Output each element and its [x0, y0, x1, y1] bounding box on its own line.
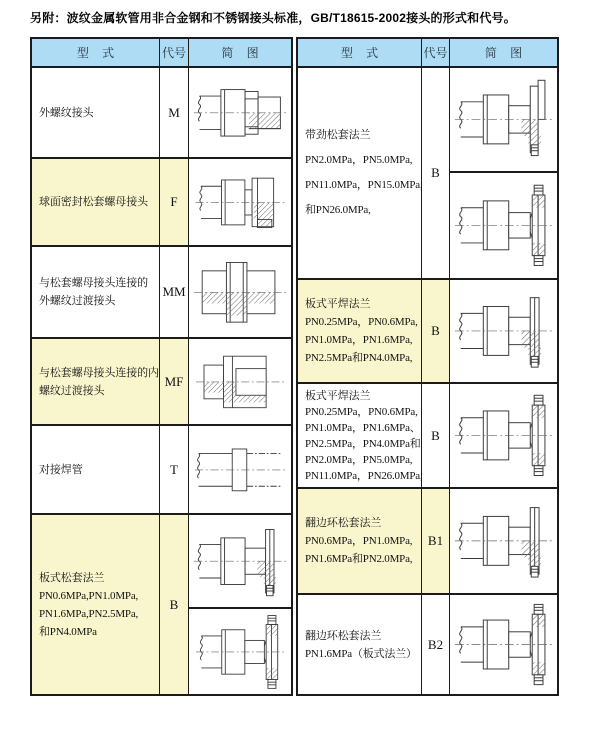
diagram-cell	[189, 247, 291, 337]
pn-rating: PN0.6MPa,PN1.0MPa,	[39, 589, 139, 602]
hose-neck-flange-diagram	[452, 71, 555, 168]
diagram-cell	[189, 515, 291, 694]
left-header-row	[32, 39, 291, 66]
hose-male-thread-diagram	[191, 71, 289, 155]
type-cell	[32, 515, 160, 694]
table-row	[298, 278, 557, 382]
code-cell: B2	[422, 595, 450, 694]
diagram-cell	[450, 489, 557, 593]
code-cell: B	[160, 515, 189, 694]
diagram-cell	[450, 68, 557, 278]
butt-weld-pipe-diagram	[191, 429, 289, 511]
left-table-body	[32, 66, 291, 694]
pn-rating: PN11.0MPa，PN26.0MPa,	[305, 469, 423, 482]
code-cell: T	[160, 426, 189, 513]
diagram-cell	[189, 426, 291, 513]
diagram-sub-cell	[450, 68, 557, 171]
diagram-sub-cell	[189, 607, 291, 694]
diagram-sub-cell	[450, 384, 557, 487]
diagram-cell	[189, 339, 291, 424]
type-cell	[32, 247, 160, 337]
header-cell-code: 代号	[422, 39, 450, 66]
code-cell: B	[422, 68, 450, 278]
diagram-sub-cell	[450, 171, 557, 278]
code-cell: M	[160, 68, 189, 157]
diagram-sub-cell	[450, 489, 557, 593]
fitting-name: 外螺纹过渡接头	[39, 295, 116, 307]
table-row	[298, 487, 557, 593]
diagram-cell	[189, 159, 291, 245]
pn-rating: PN2.5MPa，PN4.0MPa和	[305, 437, 421, 450]
code-cell: B1	[422, 489, 450, 593]
code-cell: MF	[160, 339, 189, 424]
hose-flange-section-diagram	[191, 612, 289, 692]
table-row	[32, 424, 291, 513]
hose-plate-flange-diagram	[452, 283, 555, 379]
type-cell	[298, 68, 422, 278]
pn-rating: PN0.6MPa，PN1.0MPa,	[305, 535, 413, 547]
fitting-name: 板式平焊法兰	[305, 298, 371, 310]
right-table-body	[298, 66, 557, 694]
hose-flange-section-diagram	[452, 598, 555, 691]
type-cell	[32, 339, 160, 424]
diagram-sub-cell	[189, 339, 291, 424]
diagram-sub-cell	[189, 247, 291, 337]
adapter-male-female-diagram	[191, 342, 289, 422]
table-row	[32, 337, 291, 424]
hose-flange-section-diagram	[452, 176, 555, 275]
pn-rating: PN0.25MPa，PN0.6MPa,	[305, 405, 418, 418]
right-table	[296, 37, 559, 696]
left-table	[30, 37, 293, 696]
diagram-sub-cell	[450, 595, 557, 694]
header-cell-diagram: 简 图	[221, 46, 259, 60]
diagram-cell	[450, 384, 557, 487]
fitting-name: 与松套螺母接头连接的内	[39, 366, 159, 379]
type-cell	[298, 384, 422, 487]
fitting-name: 翻边环松套法兰	[305, 517, 382, 529]
pn-rating: 和PN4.0MPa	[39, 625, 97, 638]
fitting-name: 对接焊管	[39, 463, 83, 476]
table-row	[32, 513, 291, 694]
code-cell: F	[160, 159, 189, 245]
fitting-name: 与松套螺母接头连接的	[39, 277, 148, 289]
fitting-name: 带劲松套法兰	[305, 129, 371, 141]
fittings-table	[30, 37, 559, 696]
fitting-name: 翻边环松套法兰	[305, 629, 382, 642]
page-title: 另附：波纹金属软管用非合金钢和不锈钢接头标准，GB/T18615-2002接头的形式和代号。	[30, 11, 516, 25]
fitting-name: 板式松套法兰	[39, 571, 105, 584]
pn-rating: PN2.0MPa，PN5.0MPa,	[305, 453, 413, 466]
pn-rating: 和PN26.0MPa,	[305, 204, 371, 216]
hose-union-nut-diagram	[191, 162, 289, 243]
fitting-name: 球面密封松套螺母接头	[39, 196, 148, 208]
table-row	[298, 66, 557, 278]
pn-rating: PN0.25MPa，PN0.6MPa,	[305, 316, 418, 328]
code-cell: MM	[160, 247, 189, 337]
fitting-name: 螺纹过渡接头	[39, 384, 105, 397]
header-cell-type: 型 式	[32, 39, 160, 66]
hose-flange-section-diagram	[452, 387, 555, 484]
type-cell	[298, 489, 422, 593]
nipple-double-male-diagram	[191, 250, 289, 335]
table-row	[298, 593, 557, 694]
hose-plate-flange-diagram	[452, 492, 555, 590]
type-cell	[298, 595, 422, 694]
diagram-cell	[189, 68, 291, 157]
diagram-cell	[450, 280, 557, 382]
pn-rating: PN1.6MPa（板式法兰）	[305, 647, 417, 660]
pn-rating: PN1.6MPa和PN2.0MPa,	[305, 553, 413, 565]
table-row	[32, 157, 291, 245]
right-header-row	[298, 39, 557, 66]
type-cell	[32, 426, 160, 513]
pn-rating: PN2.5MPa和PN4.0MPa,	[305, 352, 413, 364]
diagram-sub-cell	[189, 515, 291, 607]
table-row	[32, 66, 291, 157]
header-cell-diagram: 简 图	[484, 46, 523, 60]
fitting-name: 板式平焊法兰	[305, 389, 371, 402]
diagram-sub-cell	[189, 426, 291, 513]
diagram-sub-cell	[189, 159, 291, 245]
type-cell	[32, 68, 160, 157]
pn-rating: PN1.0MPa，PN1.6MPa,	[305, 334, 413, 346]
pn-rating: PN11.0MPa，PN15.0MPa,	[305, 179, 423, 191]
header-cell-type: 型 式	[298, 39, 422, 66]
code-cell: B	[422, 280, 450, 382]
diagram-sub-cell	[450, 280, 557, 382]
type-cell	[32, 159, 160, 245]
pn-rating: PN1.0MPa，PN1.6MPa、	[305, 421, 421, 434]
table-row	[32, 245, 291, 337]
diagram-sub-cell	[189, 68, 291, 157]
type-cell	[298, 280, 422, 382]
diagram-cell	[450, 595, 557, 694]
header-cell-code: 代号	[160, 39, 189, 66]
pn-rating: PN1.6MPa,PN2.5MPa,	[39, 607, 139, 620]
table-row	[298, 382, 557, 487]
code-cell: B	[422, 384, 450, 487]
pn-rating: PN2.0MPa，PN5.0MPa,	[305, 154, 413, 166]
fitting-name: 外螺纹接头	[39, 106, 94, 119]
hose-plate-flange-diagram	[191, 518, 289, 604]
